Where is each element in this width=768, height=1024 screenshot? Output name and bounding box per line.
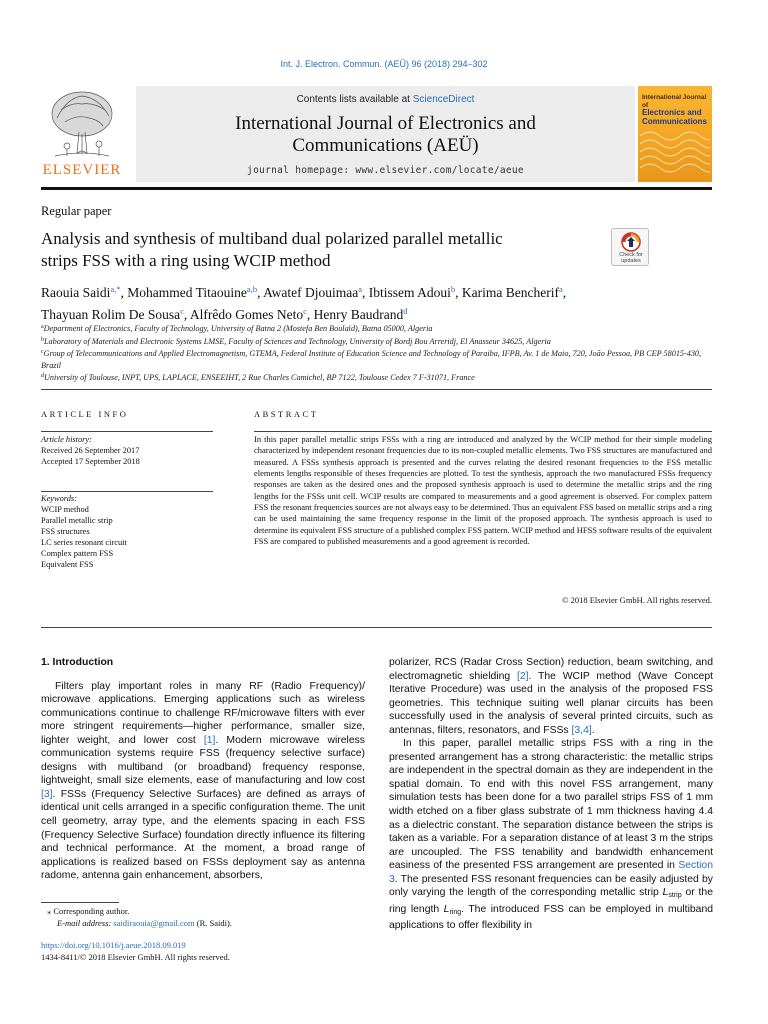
accepted-date: Accepted 17 September 2018 xyxy=(41,457,140,466)
doi-link[interactable]: https://doi.org/10.1016/j.aeue.2018.09.019 xyxy=(41,940,186,950)
citation-link[interactable]: [1] xyxy=(203,734,216,746)
keyword-item: Equivalent FSS xyxy=(41,560,94,569)
author-name: Ibtissem Adoui xyxy=(368,285,451,300)
author-name: Mohammed Titaouine xyxy=(127,285,247,300)
affiliation-item xyxy=(41,371,721,384)
journal-title xyxy=(136,113,635,157)
abstract-divider xyxy=(254,431,712,432)
paragraph-text: In this paper, parallel metallic strips FSS with a ring in the presented arrangement has a strong characteristic: the metallic strips are independent in the spectral domain as they are independent in the spatial domain. To end with this novel FSS arrangement, many simulation tests has been done for a two parallel strips FSS of 1 mm width etched on a fiber glass substrate of 1 mm thickness having 4.4 as a dielectric constant. The separation distance between the strips is taken as a variable. For a separation distance of at least 3 m the strips are uncoupled. The FSS tenability and bandwidth enhancement easiness of the presented FSS arrangement are presented in xyxy=(389,738,713,872)
math-symbol: L xyxy=(662,887,669,899)
keywords-divider xyxy=(41,491,213,492)
paper-title-line1: Analysis and synthesis of multiband dual polarized parallel metallic xyxy=(41,229,503,248)
citation-link[interactable]: [3,4] xyxy=(571,724,592,736)
check-for-updates-button[interactable] xyxy=(611,228,649,266)
body-divider xyxy=(41,627,712,628)
journal-homepage-link[interactable]: journal homepage: www.elsevier.com/locate/aeue xyxy=(247,165,524,176)
affiliation-item xyxy=(41,347,721,371)
cover-big-line1: Electronics and xyxy=(642,108,702,117)
keyword-item: FSS structures xyxy=(41,527,90,536)
author-affiliation-mark[interactable]: a,* xyxy=(110,284,121,294)
math-subscript: strip xyxy=(668,892,682,900)
footnote-divider xyxy=(41,902,119,903)
header-divider xyxy=(41,389,712,390)
footnote-mark: ⁎ xyxy=(47,906,52,916)
article-history xyxy=(41,434,213,467)
elsevier-tree-icon xyxy=(47,88,117,160)
paragraph-text: . The presented FSS resonant frequencies can be easily adjusted by only varying the length of the corresponding metallic strip xyxy=(389,873,713,899)
email-suffix: (R. Saidi). xyxy=(194,917,232,928)
affiliation-text: Group of Telecommunications and Applied Electromagnetism, GTEMA, Federal Institute of Education Science and Technology of Paraiba, IFPB, Av. 1 de Maio, 720, João Pessoa, PB CEP 58015-430, Brazil xyxy=(41,349,702,370)
affiliation-mark: b xyxy=(41,336,44,343)
check-badge-line2: updates xyxy=(621,258,641,264)
check-badge-line1: Check for xyxy=(619,252,643,258)
affiliation-list xyxy=(41,322,721,384)
publisher-wordmark: ELSEVIER xyxy=(42,162,122,178)
cover-title xyxy=(642,94,708,126)
article-info-heading: ARTICLE INFO xyxy=(41,409,129,419)
paragraph-text: polarizer, RCS (Radar Cross Section) reduction, beam switching, and electromagnetic shielding xyxy=(389,657,713,682)
citation-link[interactable]: [2] xyxy=(516,670,529,682)
journal-masthead xyxy=(41,86,712,186)
journal-title-line2: Communications (AEÜ) xyxy=(292,135,479,156)
keyword-item: WCIP method xyxy=(41,505,89,514)
body-paragraph xyxy=(389,737,713,933)
author-name: Raouia Saidi xyxy=(41,285,111,300)
body-left-column xyxy=(41,656,365,883)
body-paragraph xyxy=(389,656,713,737)
masthead-divider xyxy=(41,187,712,190)
check-badge-label xyxy=(612,252,650,264)
paragraph-text: . xyxy=(591,724,595,736)
author-affiliation-mark[interactable]: a,b xyxy=(246,284,258,294)
affiliation-mark: c xyxy=(41,349,44,355)
author-affiliation-mark[interactable]: a xyxy=(558,284,563,294)
paper-title-line2: strips FSS with a ring using WCIP method xyxy=(41,251,331,270)
keyword-item: LC series resonant circuit xyxy=(41,538,127,547)
author-name: Awatef Djouimaa xyxy=(263,285,359,300)
journal-title-line1: International Journal of Electronics and xyxy=(235,113,536,134)
math-subscript: ring xyxy=(449,908,462,916)
contents-line xyxy=(136,94,635,105)
footnote-email xyxy=(41,918,361,930)
author-name: Alfrêdo Gomes Neto xyxy=(189,307,304,322)
affiliation-text: University of Toulouse, INPT, UPS, LAPLACE, ENSEEIHT, 2 Rue Charles Camichel, BP 7122, Toulouse Cedex 7 F-31071, France xyxy=(44,373,475,382)
footnote-corresponding-text: Corresponding author. xyxy=(53,906,130,916)
corresponding-author-footnote xyxy=(41,906,361,929)
body-paragraph xyxy=(41,680,365,883)
author-name: Thayuan Rolim De Sousa xyxy=(41,307,181,322)
keyword-item: Parallel metallic strip xyxy=(41,516,113,525)
keywords-block xyxy=(41,493,213,570)
paragraph-text: . The WCIP method (Wave Concept Iterative Procedure) was used in the analysis of the proposed FSS geometries. This technique suiting well planar circuits has been successfully used in the analysis of several printed circuits, such as antennas, filters, resonators, and FSSs xyxy=(389,670,713,736)
abstract-copyright: © 2018 Elsevier GmbH. All rights reserved. xyxy=(562,595,712,605)
issn-copyright: 1434-8411/© 2018 Elsevier GmbH. All rights reserved. xyxy=(41,951,230,962)
footnote-corresponding xyxy=(41,906,361,918)
paper-title xyxy=(41,228,601,272)
author-affiliation-mark[interactable]: c xyxy=(180,306,184,316)
paragraph-text: . Modern microwave wireless communication systems require FSS (frequency selective surface) designs with multiband (or broadband) frequency response, lightweight, small size elements, ease of manufacturing and low cost xyxy=(41,734,365,787)
affiliation-mark: d xyxy=(41,373,44,379)
cover-big-line2: Communications xyxy=(642,116,707,126)
journal-cover-image[interactable] xyxy=(638,86,712,182)
author-affiliation-mark[interactable]: c xyxy=(303,306,307,316)
article-info-divider xyxy=(41,431,213,432)
paragraph-text: . The introduced FSS can be employed in multiband applications to offer flexibility in xyxy=(389,903,713,932)
author-affiliation-mark[interactable]: b xyxy=(450,284,456,294)
author-name: Henry Baudrand xyxy=(313,307,404,322)
body-right-column xyxy=(389,656,713,933)
affiliation-item xyxy=(41,335,721,348)
email-label: E-mail address: xyxy=(57,917,114,928)
abstract-heading: ABSTRACT xyxy=(254,409,319,419)
paragraph-text: . FSSs (Frequency Selective Surfaces) are defined as arrays of identical unit cells arranged in a specific configuration theme. The unit cell geometry, array type, and the elements spacing in each FSS (Frequency Selective Surface) foundation directly influence its filtering and technical performance. At the moment, a broad range of applications is realized based on FSSs deployment say as antenna radome, antenna gain enhancement, absorbers, xyxy=(41,788,365,882)
section-heading-introduction: 1. Introduction xyxy=(41,657,114,668)
affiliation-text: Department of Electronics, Faculty of Technology, University of Batna 2 (Mostefa Ben Boulaïd), Batna 05000, Algeria xyxy=(43,324,433,333)
keywords-label: Keywords: xyxy=(41,494,77,503)
affiliation-mark: a xyxy=(41,324,44,330)
doi-block xyxy=(41,940,371,963)
affiliation-item xyxy=(41,322,721,335)
cover-wave-graphic xyxy=(640,126,710,176)
citation-link[interactable]: [3] xyxy=(41,788,53,800)
keyword-item: Complex pattern FSS xyxy=(41,549,114,558)
abstract-text: In this paper parallel metallic strips FSSs with a ring are introduced and analyzed by the WCIP method for their simple modeling characterized by independent resonant frequencies due to its non-coupled metallic elements. Two FSS structures are manufactured and measured. A FSSs synthesis approach is presented and the curves relating the desired resonant frequencies to the FSS metallic elements lengths responsible of theses frequencies are plotted. To test the synthesis, approach the two manufactured FSSs frequency responses are taken as the desired ones and the proposed synthesis approach is used to determine the metallic strips and the ring lengths for the FSSs unit cell. WCIP results are compared to measurements and a good agreement is observed. For complex pattern FSS the resonant frequencies sources are not always easy to be determined. Thus an equivalent FSS based on metallic strips and a ring can be used maintaining the same frequency response in the limit of the proposed approach. The synthesis approach is used to determine its equivalent FSS structure of a published complex FSS pattern. WCIP method and HFSS software results of the equivalent FSS are compared to published measurements and a good agreement is recorded. xyxy=(254,434,712,547)
paper-type: Regular paper xyxy=(41,204,112,218)
author-email-link[interactable]: saidiraouia@gmail.com xyxy=(113,917,195,928)
received-date: Received 26 September 2017 xyxy=(41,446,140,455)
sciencedirect-link[interactable]: ScienceDirect xyxy=(412,94,475,105)
contents-prefix: Contents lists available at xyxy=(296,94,413,105)
history-label: Article history: xyxy=(41,435,92,444)
author-name: Karima Bencherif xyxy=(461,285,559,300)
affiliation-text: Laboratory of Materials and Electronic Systems LMSE, Faculty of Sciences and Technology, University of Bordj Bou Arreridj, El Anasseur 34625, Algeria xyxy=(44,336,551,346)
math-symbol: L xyxy=(443,903,450,915)
cover-small-line: International Journal of xyxy=(642,94,707,109)
masthead-banner xyxy=(136,86,635,182)
elsevier-logo xyxy=(41,86,123,182)
check-updates-icon xyxy=(620,232,642,252)
author-list: Raouia Saidi$^{a,*}$, Mohammed Titaouine$^{a,b}$, Awatef Djouimaa$^a$, Ibtissem Adoui$^b$, Karima Bencherif$^a$, Thayuan Rolim De Sousa$^c$, Alfrêdo Gomes Neto$^c$, Henry Baudrand$^d$ xyxy=(41,284,567,322)
paragraph-text: or the ring length xyxy=(389,887,713,915)
journal-citation[interactable]: Int. J. Electron. Commun. (AEÜ) 96 (2018) 294–302 xyxy=(280,59,488,69)
section-link[interactable]: Section 3 xyxy=(389,860,713,885)
author-affiliation-mark[interactable]: a xyxy=(358,284,362,294)
author-affiliation-mark[interactable]: d xyxy=(403,306,408,316)
paragraph-text: Filters play important roles in many RF (Radio Frequency)/ microwave applications. Emerging applications such as wireless communications continue to challenge RF/microwave filters with ever more stringent requirements—higher performance, smaller size, lighter weight, and lower cost xyxy=(41,680,365,746)
